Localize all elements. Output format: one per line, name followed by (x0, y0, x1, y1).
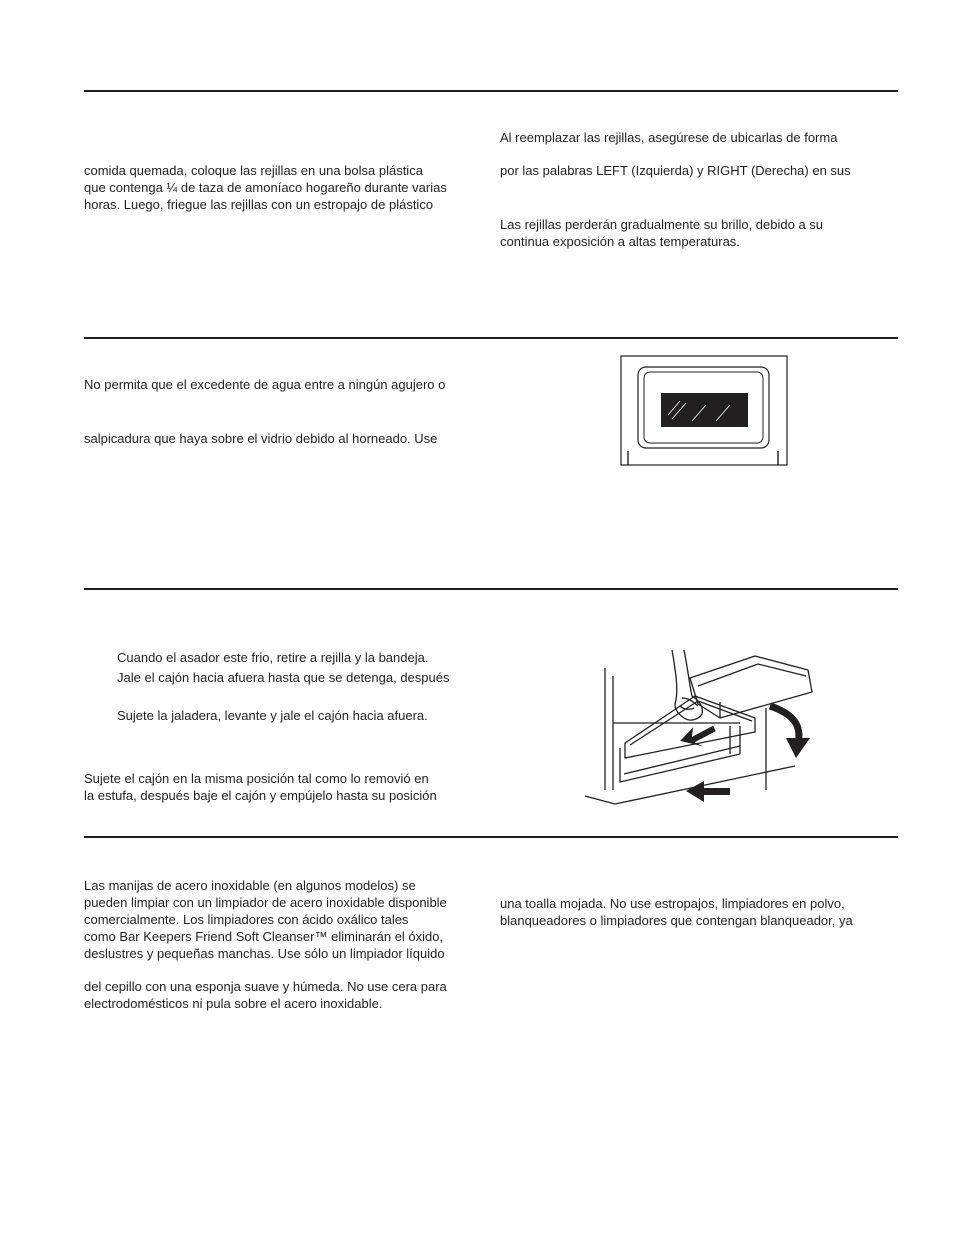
oven-door-illustration (620, 355, 790, 468)
drawer-replace-text-line: la estufa, después baje el cajón y empújelo hasta su posición (84, 788, 437, 803)
section-rule-oven-door (84, 337, 898, 339)
stainless-text-line: Las manijas de acero inoxidable (en algunos modelos) se (84, 878, 416, 893)
racks-shine-text-line: continua exposición a altas temperaturas. (500, 234, 740, 249)
racks-left-right-text: por las palabras LEFT (Izquierda) y RIGHT (Derecha) en sus (500, 163, 851, 178)
racks-text-line: comida quemada, coloque las rejillas en una bolsa plástica (84, 163, 423, 178)
stainless-text-line: comercialmente. Los limpiadores con ácido oxálico tales (84, 912, 409, 927)
oven-door-text-line: salpicadura que haya sobre el vidrio debido al horneado. Use (84, 431, 438, 446)
stainless-right-text-line: una toalla mojada. No use estropajos, limpiadores en polvo, (500, 896, 845, 911)
section-rule-stainless (84, 836, 898, 838)
stainless-text-line: deslustres y pequeñas manchas. Use sólo un limpiador líquido (84, 946, 445, 961)
oven-door-text-line: No permita que el excedente de agua entre a ningún agujero o (84, 377, 446, 392)
section-rule-broiler-drawer (84, 588, 898, 590)
racks-text-line: que contenga ¼ de taza de amoníaco hogareño durante varias (84, 180, 447, 195)
stainless-text-line: del cepillo con una esponja suave y húmeda. No use cera para (84, 979, 447, 994)
drawer-step-3: Sujete la jaladera, levante y jale el cajón hacia afuera. (117, 708, 428, 723)
drawer-replace-text-line: Sujete el cajón en la misma posición tal como lo removió en (84, 771, 429, 786)
stainless-text-line: pueden limpiar con un limpiador de acero inoxidable disponible (84, 895, 447, 910)
stainless-right-text-line: blanqueadores o limpiadores que contengan blanqueador, ya (500, 913, 853, 928)
racks-replace-text: Al reemplazar las rejillas, asegúrese de ubicarlas de forma (500, 130, 838, 145)
drawer-removal-illustration (580, 648, 820, 808)
stainless-text-line: electrodomésticos ni pula sobre el acero inoxidable. (84, 996, 383, 1011)
drawer-step-1: Cuando el asador este frio, retire a rejilla y la bandeja. (117, 650, 429, 665)
drawer-step-2: Jale el cajón hacia afuera hasta que se detenga, después (117, 670, 450, 685)
racks-shine-text-line: Las rejillas perderán gradualmente su brillo, debido a su (500, 217, 824, 232)
racks-text-line: horas. Luego, friegue las rejillas con un estropajo de plástico (84, 197, 434, 212)
section-rule-top (84, 90, 898, 92)
stainless-text-line: como Bar Keepers Friend Soft Cleanser™ eliminarán el óxido, (84, 929, 444, 944)
